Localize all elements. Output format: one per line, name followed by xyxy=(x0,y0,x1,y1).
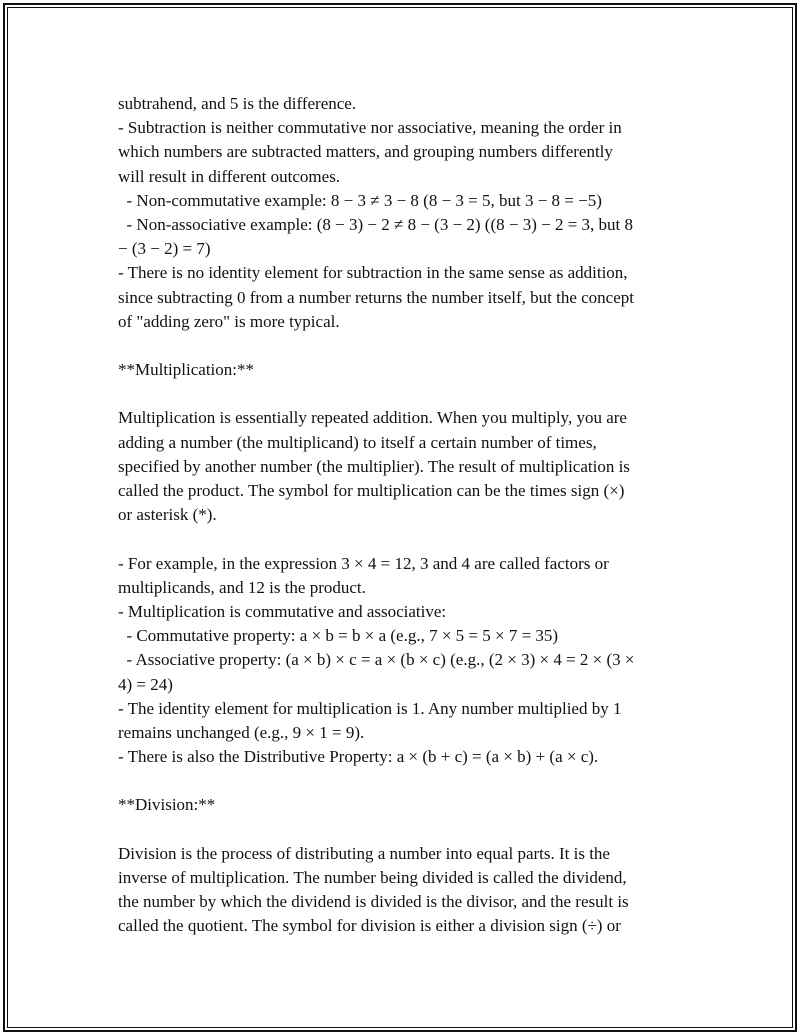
text-line: - Multiplication is commutative and associative: xyxy=(118,601,447,621)
text-line: specified by another number (the multiplier). The result of multiplication is xyxy=(118,456,630,476)
text-line: will result in different outcomes. xyxy=(118,166,341,186)
blank-line xyxy=(118,382,688,406)
text-line: which numbers are subtracted matters, and grouping numbers differently xyxy=(118,142,613,162)
text-line: - The identity element for multiplication is 1. Any number multiplied by 1 xyxy=(118,698,622,718)
text-line: Division is the process of distributing a number into equal parts. It is the xyxy=(118,843,610,863)
text-line: called the quotient. The symbol for division is either a division sign (÷) or xyxy=(118,916,621,936)
text-line: - Non-commutative example: 8 − 3 ≠ 3 − 8 (8 − 3 = 5, but 3 − 8 = −5) xyxy=(118,190,602,210)
blank-line xyxy=(118,334,688,358)
blank-line xyxy=(118,527,688,551)
text-line: - Subtraction is neither commutative nor associative, meaning the order in xyxy=(118,118,622,138)
text-line: - Commutative property: a × b = b × a (e.g., 7 × 5 = 5 × 7 = 35) xyxy=(118,626,559,646)
text-line: of "adding zero" is more typical. xyxy=(118,311,340,331)
text-line: - There is also the Distributive Property: a × (b + c) = (a × b) + (a × c). xyxy=(118,747,599,767)
text-line: − (3 − 2) = 7) xyxy=(118,239,211,259)
blank-line xyxy=(118,818,688,842)
text-line: since subtracting 0 from a number returns the number itself, but the concept xyxy=(118,287,634,307)
document-body xyxy=(118,92,688,939)
text-line: - Non-associative example: (8 − 3) − 2 ≠ 8 − (3 − 2) ((8 − 3) − 2 = 3, but 8 xyxy=(118,214,634,234)
text-line: remains unchanged (e.g., 9 × 1 = 9). xyxy=(118,722,365,742)
text-line: - There is no identity element for subtraction in the same sense as addition, xyxy=(118,263,628,283)
section-heading-multiplication: **Multiplication:** xyxy=(118,360,254,380)
text-line: subtrahend, and 5 is the difference. xyxy=(118,94,357,113)
text-line: the number by which the dividend is divided is the divisor, and the result is xyxy=(118,892,629,912)
text-line: - Associative property: (a × b) × c = a × (b × c) (e.g., (2 × 3) × 4 = 2 × (3 × xyxy=(118,650,635,670)
text-line: multiplicands, and 12 is the product. xyxy=(118,577,366,597)
text-line: inverse of multiplication. The number being divided is called the dividend, xyxy=(118,868,627,887)
text-line: - For example, in the expression 3 × 4 = 12, 3 and 4 are called factors or xyxy=(118,553,609,573)
blank-line xyxy=(118,769,688,793)
text-line: adding a number (the multiplicand) to itself a certain number of times, xyxy=(118,432,597,452)
text-line: or asterisk (*). xyxy=(118,505,217,525)
section-heading-division: **Division:** xyxy=(118,795,216,815)
text-line: 4) = 24) xyxy=(118,674,173,694)
text-line: called the product. The symbol for multiplication can be the times sign (×) xyxy=(118,481,625,500)
text-line: Multiplication is essentially repeated addition. When you multiply, you are xyxy=(118,408,627,428)
